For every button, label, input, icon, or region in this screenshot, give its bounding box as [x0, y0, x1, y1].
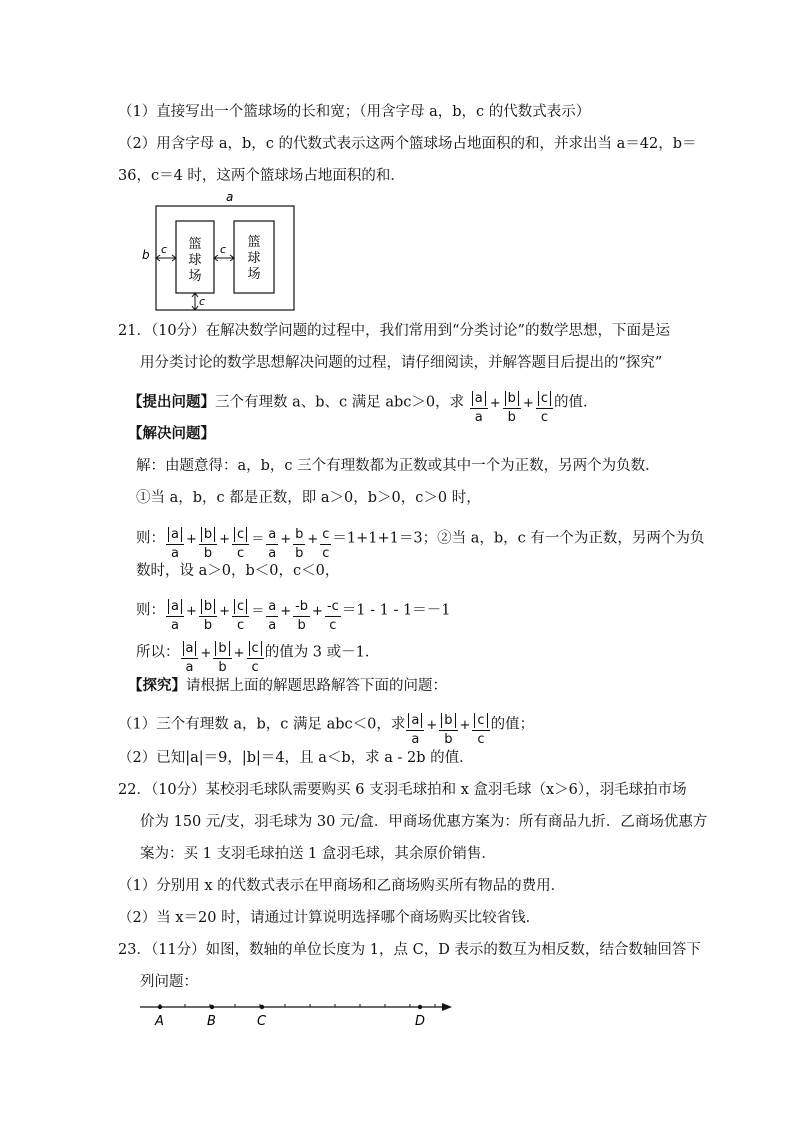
fraction: $\frac{c}{c}$: [536, 390, 553, 427]
point-b: [210, 1005, 214, 1009]
q21-line2: 用分类讨论的数学思想解决问题的过程，请仔细阅读，并解答题目后提出的“探究”: [140, 355, 663, 371]
point-c: [260, 1005, 264, 1009]
label-point-b: B: [207, 1014, 216, 1029]
q22-line1: 22．（10分）某校羽毛球队需要购买 6 支羽毛球拍和 x 盒羽毛球（x＞6），羽毛球拍市场: [118, 782, 687, 798]
q20-part2-line2: 36，c＝4 时，这两个篮球场占地面积的和．: [118, 168, 405, 184]
case-1: ①当 a，b，c 都是正数，即 a＞0，b＞0，c＞0 时，: [136, 490, 481, 506]
fraction: $\frac{b}{b}$: [295, 527, 304, 561]
q20-part1: （1）直接写出一个篮球场的长和宽；（用含字母 a，b，c 的代数式表示）: [118, 104, 591, 120]
equation-2: 则： $\frac{a}{a}$ + $\frac{b}{b}$ + $\frac{c}{c}$ ＝ $\frac{a}{a}$ + $\frac{-b}{b}$ + $\frac{-c}{c}$ ＝1 - 1 - 1＝－1: [136, 599, 451, 633]
q22-part1: （1）分别用 x 的代数式表示在甲商场和乙商场购买所有物品的费用．: [118, 878, 566, 894]
label-point-d: D: [415, 1014, 426, 1029]
pose-label: 【提出问题】: [128, 393, 215, 411]
pose-text: 三个有理数 a、b、c 满足 abc＞0，求: [215, 394, 465, 411]
court-2-label: 篮: [247, 235, 261, 250]
q21-line1: 21．（10分）在解决数学问题的过程中，我们常用到“分类讨论”的数学思想，下面是运: [118, 323, 670, 339]
fraction: $\frac{a}{a}$: [181, 640, 199, 677]
conclusion: 所以： $\frac{a}{a}$ + $\frac{b}{b}$ + $\frac{c}{c}$ 的值为 3 或－1．: [136, 641, 380, 675]
q22-line2: 价为 150 元/支，羽毛球为 30 元/盒．甲商场优惠方案为：所有商品九折．乙商场优惠方: [140, 814, 708, 830]
fraction: $\frac{c}{c}$: [247, 640, 264, 677]
fraction: $\frac{b}{b}$: [199, 526, 217, 563]
q22-line3: 案为：买 1 支羽毛球拍送 1 盒羽毛球，其余原价销售．: [140, 846, 496, 862]
q21-pose-problem: 【提出问题】三个有理数 a、b、c 满足 abc＞0，求 $\frac{a}{a}$ + $\frac{b}{b}$ + $\frac{c}{c}$ 的值．: [128, 391, 598, 425]
court-2-label: 场: [247, 267, 261, 282]
explore-label: 【探究】: [128, 677, 186, 694]
fraction: $\frac{c}{c}$: [322, 527, 330, 561]
fraction: $\frac{b}{b}$: [213, 640, 231, 677]
label-c-bottom: c: [199, 295, 206, 308]
pose-end: 的值．: [553, 394, 598, 411]
explore-part2: （2）已知|a|＝9，|b|＝4，且 a＜b，求 a - 2b 的值．: [118, 750, 474, 766]
fraction: $\frac{a}{a}$: [470, 390, 488, 427]
fraction: $\frac{a}{a}$: [268, 599, 277, 633]
label-b: b: [142, 248, 150, 262]
equation-1: 则： $\frac{a}{a}$ + $\frac{b}{b}$ + $\frac{c}{c}$ ＝ $\frac{a}{a}$ + $\frac{b}{b}$ + $\frac{c}{c}$ ＝1+1+1＝3；②当 a，b，c 有一个为正数，另两个为负: [136, 527, 705, 561]
point-a: [158, 1005, 162, 1009]
label-a: a: [226, 190, 234, 204]
fraction: $\frac{c}{c}$: [232, 526, 249, 563]
point-d: [418, 1005, 422, 1009]
court-1-label: 场: [188, 269, 202, 284]
fraction: $\frac{-c}{c}$: [326, 599, 339, 633]
solution-intro: 解：由题意得：a，b，c 三个有理数都为正数或其中一个为正数，另两个为负数．: [136, 458, 660, 474]
equation-2-rhs: ＝1 - 1 - 1＝－1: [341, 602, 451, 619]
fraction: $\frac{c}{c}$: [232, 598, 249, 635]
label-c-left: c: [161, 243, 168, 256]
equation-1-rhs: ＝1+1+1＝3；②当 a，b，c 有一个为正数，另两个为负: [332, 530, 705, 547]
q22-part2: （2）当 x＝20 时，请通过计算说明选择哪个商场购买比较省钱．: [118, 910, 541, 926]
solve-label: 【解决问题】: [128, 425, 215, 442]
case-2: 数时，设 a＞0，b＜0，c＜0，: [136, 563, 340, 579]
fraction: $\frac{b}{b}$: [439, 712, 457, 749]
q23-line1: 23．（11分）如图，数轴的单位长度为 1，点 C，D 表示的数互为相反数，结合数轴回答下: [118, 942, 701, 958]
fraction: $\frac{a}{a}$: [166, 598, 184, 635]
fraction: $\frac{a}{a}$: [166, 526, 184, 563]
label-point-a: A: [155, 1014, 164, 1029]
court-1-label: 球: [188, 253, 202, 268]
court-2-label: 球: [247, 251, 261, 266]
q23-line2: 列问题：: [140, 974, 198, 990]
court-1-label: 篮: [188, 237, 202, 252]
basketball-court-figure: [136, 188, 306, 314]
fraction: $\frac{a}{a}$: [406, 712, 424, 749]
fraction: $\frac{a}{a}$: [268, 527, 277, 561]
fraction: $\frac{b}{b}$: [503, 390, 521, 427]
fraction: $\frac{c}{c}$: [472, 712, 489, 749]
explore: 【探究】请根据上面的解题思路解答下面的问题：: [128, 677, 447, 694]
label-point-c: C: [257, 1014, 267, 1029]
fraction: $\frac{b}{b}$: [199, 598, 217, 635]
number-line: [136, 995, 466, 1031]
label-c-middle: c: [220, 243, 227, 256]
explore-part1: （1）三个有理数 a，b，c 满足 abc＜0，求 $\frac{a}{a}$ + $\frac{b}{b}$ + $\frac{c}{c}$ 的值；: [118, 713, 535, 747]
fraction: $\frac{-b}{b}$: [295, 599, 309, 633]
q20-part2-line1: （2）用含字母 a，b，c 的代数式表示这两个篮球场占地面积的和，并求出当 a＝42，b＝: [118, 136, 697, 152]
